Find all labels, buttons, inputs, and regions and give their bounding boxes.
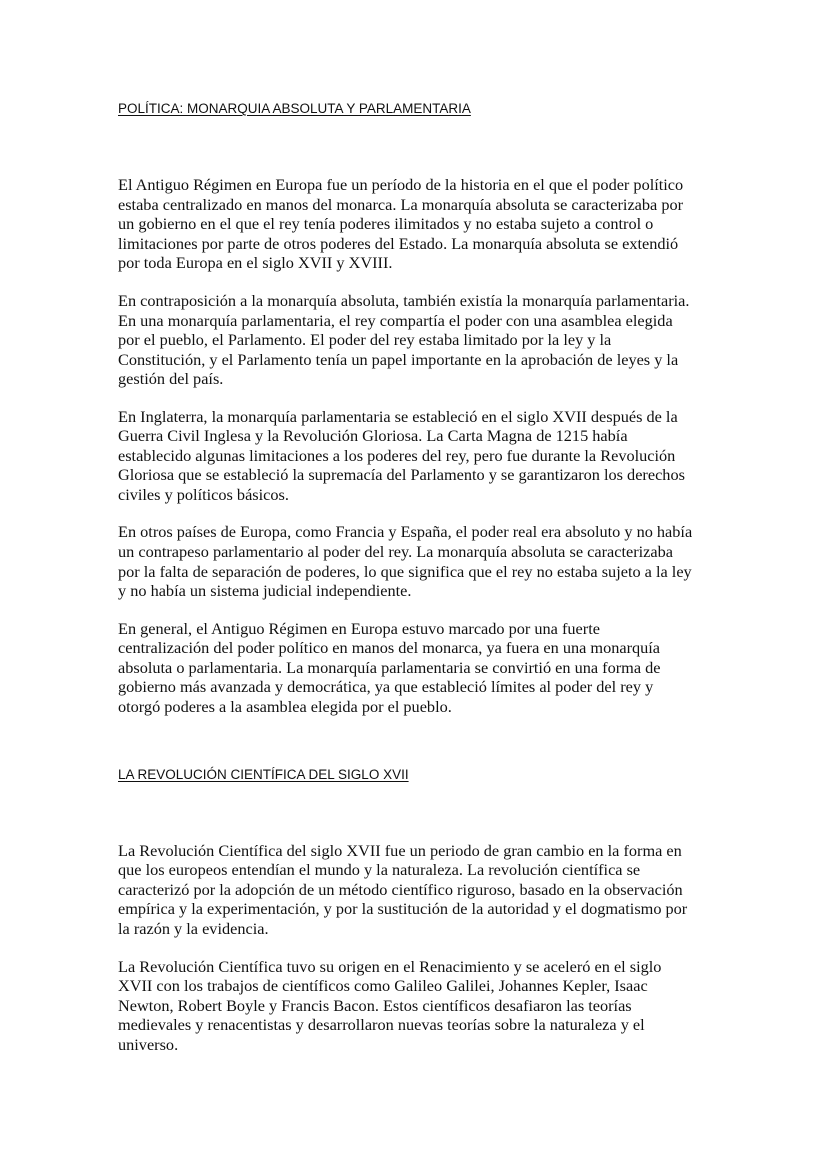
text-line: por toda Europa en el siglo XVII y XVIII.	[118, 253, 393, 272]
section-heading-revolucion: LA REVOLUCIÓN CIENTÍFICA DEL SIGLO XVII	[118, 767, 409, 782]
text-line: empírica y la experimentación, y por la sustitución de la autoridad y el dogmatismo por	[118, 899, 688, 918]
text-line: limitaciones por parte de otros poderes del Estado. La monarquía absoluta se extendió	[118, 234, 679, 253]
text-line: y no había un sistema judicial independiente.	[118, 581, 412, 600]
text-line: La Revolución Científica del siglo XVII fue un periodo de gran cambio en la forma en	[118, 841, 682, 860]
text-line: la razón y la evidencia.	[118, 919, 269, 938]
text-line: Constitución, y el Parlamento tenía un papel importante en la aprobación de leyes y la	[118, 350, 679, 369]
text-line: medievales y renacentistas y desarrollaron nuevas teorías sobre la naturaleza y el	[118, 1015, 645, 1034]
text-line: En contraposición a la monarquía absoluta, también existía la monarquía parlamentaria.	[118, 291, 690, 310]
text-line: La Revolución Científica tuvo su origen en el Renacimiento y se aceleró en el siglo	[118, 957, 662, 976]
text-line: por el pueblo, el Parlamento. El poder del rey estaba limitado por la ley y la	[118, 330, 612, 349]
text-line: civiles y políticos básicos.	[118, 485, 289, 504]
text-line: gestión del país.	[118, 369, 224, 388]
text-line: centralización del poder político en manos del monarca, ya fuera en una monarquía	[118, 638, 661, 657]
text-line: Guerra Civil Inglesa y la Revolución Gloriosa. La Carta Magna de 1215 había	[118, 426, 628, 445]
text-line: absoluta o parlamentaria. La monarquía parlamentaria se convirtió en una forma de	[118, 658, 661, 677]
text-line: En Inglaterra, la monarquía parlamentaria se estableció en el siglo XVII después de la	[118, 407, 678, 426]
text-line: gobierno más avanzada y democrática, ya que estableció límites al poder del rey y	[118, 677, 654, 696]
text-line: El Antiguo Régimen en Europa fue un período de la historia en el que el poder político	[118, 175, 684, 194]
text-line: En general, el Antiguo Régimen en Europa estuvo marcado por una fuerte	[118, 619, 600, 638]
text-line: caracterizó por la adopción de un método científico riguroso, basado en la observación	[118, 880, 683, 899]
text-line: otorgó poderes a la asamblea elegida por el pueblo.	[118, 697, 452, 716]
text-line: En una monarquía parlamentaria, el rey compartía el poder con una asamblea elegida	[118, 311, 673, 330]
text-line: Gloriosa que se estableció la supremacía del Parlamento y se garantizaron los derechos	[118, 465, 685, 484]
text-line: un gobierno en el que el rey tenía poderes ilimitados y no estaba sujeto a control o	[118, 214, 654, 233]
text-line: estaba centralizado en manos del monarca. La monarquía absoluta se caracterizaba por	[118, 195, 684, 214]
text-line: En otros países de Europa, como Francia y España, el poder real era absoluto y no había	[118, 522, 693, 541]
text-line: que los europeos entendían el mundo y la naturaleza. La revolución científica se	[118, 860, 641, 879]
text-line: por la falta de separación de poderes, lo que significa que el rey no estaba sujeto a la ley	[118, 562, 692, 581]
text-line: establecido algunas limitaciones a los poderes del rey, pero fue durante la Revolución	[118, 446, 676, 465]
section-heading-politica: POLÍTICA: MONARQUIA ABSOLUTA Y PARLAMENTARIA	[118, 101, 471, 116]
text-line: un contrapeso parlamentario al poder del rey. La monarquía absoluta se caracterizaba	[118, 542, 673, 561]
text-line: XVII con los trabajos de científicos como Galileo Galilei, Johannes Kepler, Isaac	[118, 976, 648, 995]
text-line: Newton, Robert Boyle y Francis Bacon. Estos científicos desafiaron las teorías	[118, 996, 632, 1015]
text-line: universo.	[118, 1035, 179, 1054]
